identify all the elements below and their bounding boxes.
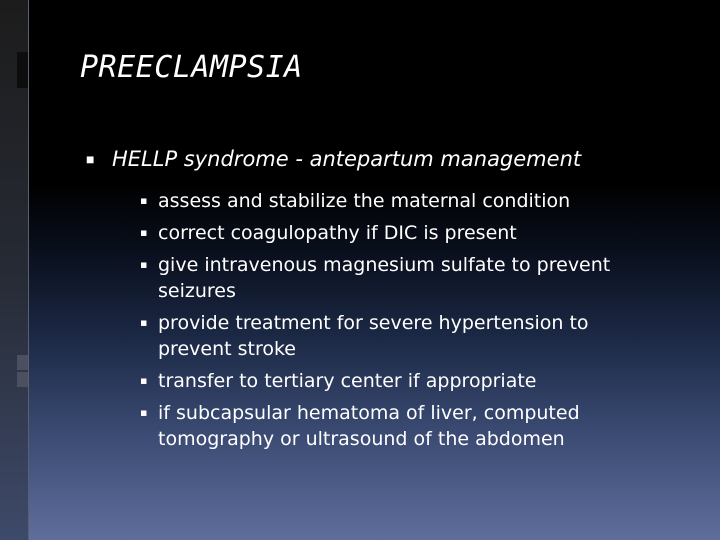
list-item-text: provide treatment for severe hypertension to prevent stroke <box>158 312 589 360</box>
list-item-text: assess and stabilize the maternal condition <box>158 190 571 212</box>
small-square-bullet-icon: ▪ <box>140 258 148 271</box>
edge-accent-mark <box>17 372 28 387</box>
list-item <box>140 310 660 362</box>
bullet-heading-text: HELLP syndrome - antepartum management <box>112 147 582 171</box>
small-square-bullet-icon: ▪ <box>140 316 148 329</box>
slide-title: PREECLAMPSIA <box>80 50 303 85</box>
left-edge-divider <box>28 0 29 540</box>
small-square-bullet-icon: ▪ <box>140 226 148 239</box>
list-item-text: correct coagulopathy if DIC is present <box>158 222 517 244</box>
list-item <box>140 368 660 394</box>
list-item-text: give intravenous magnesium sulfate to prevent seizures <box>158 254 611 302</box>
list-item <box>140 220 660 246</box>
small-square-bullet-icon: ▪ <box>140 194 148 207</box>
bullet-heading <box>86 147 581 171</box>
list-item <box>140 252 660 304</box>
list-item-text: transfer to tertiary center if appropriate <box>158 370 537 392</box>
edge-accent-mark <box>17 355 28 370</box>
title-accent-bar <box>17 52 28 88</box>
square-bullet-icon: ■ <box>86 151 95 167</box>
list-item <box>140 400 660 452</box>
sub-bullet-list <box>140 188 660 458</box>
list-item-text: if subcapsular hematoma of liver, computed tomography or ultrasound of the abdomen <box>158 402 580 450</box>
small-square-bullet-icon: ▪ <box>140 374 148 387</box>
list-item <box>140 188 660 214</box>
small-square-bullet-icon: ▪ <box>140 406 148 419</box>
